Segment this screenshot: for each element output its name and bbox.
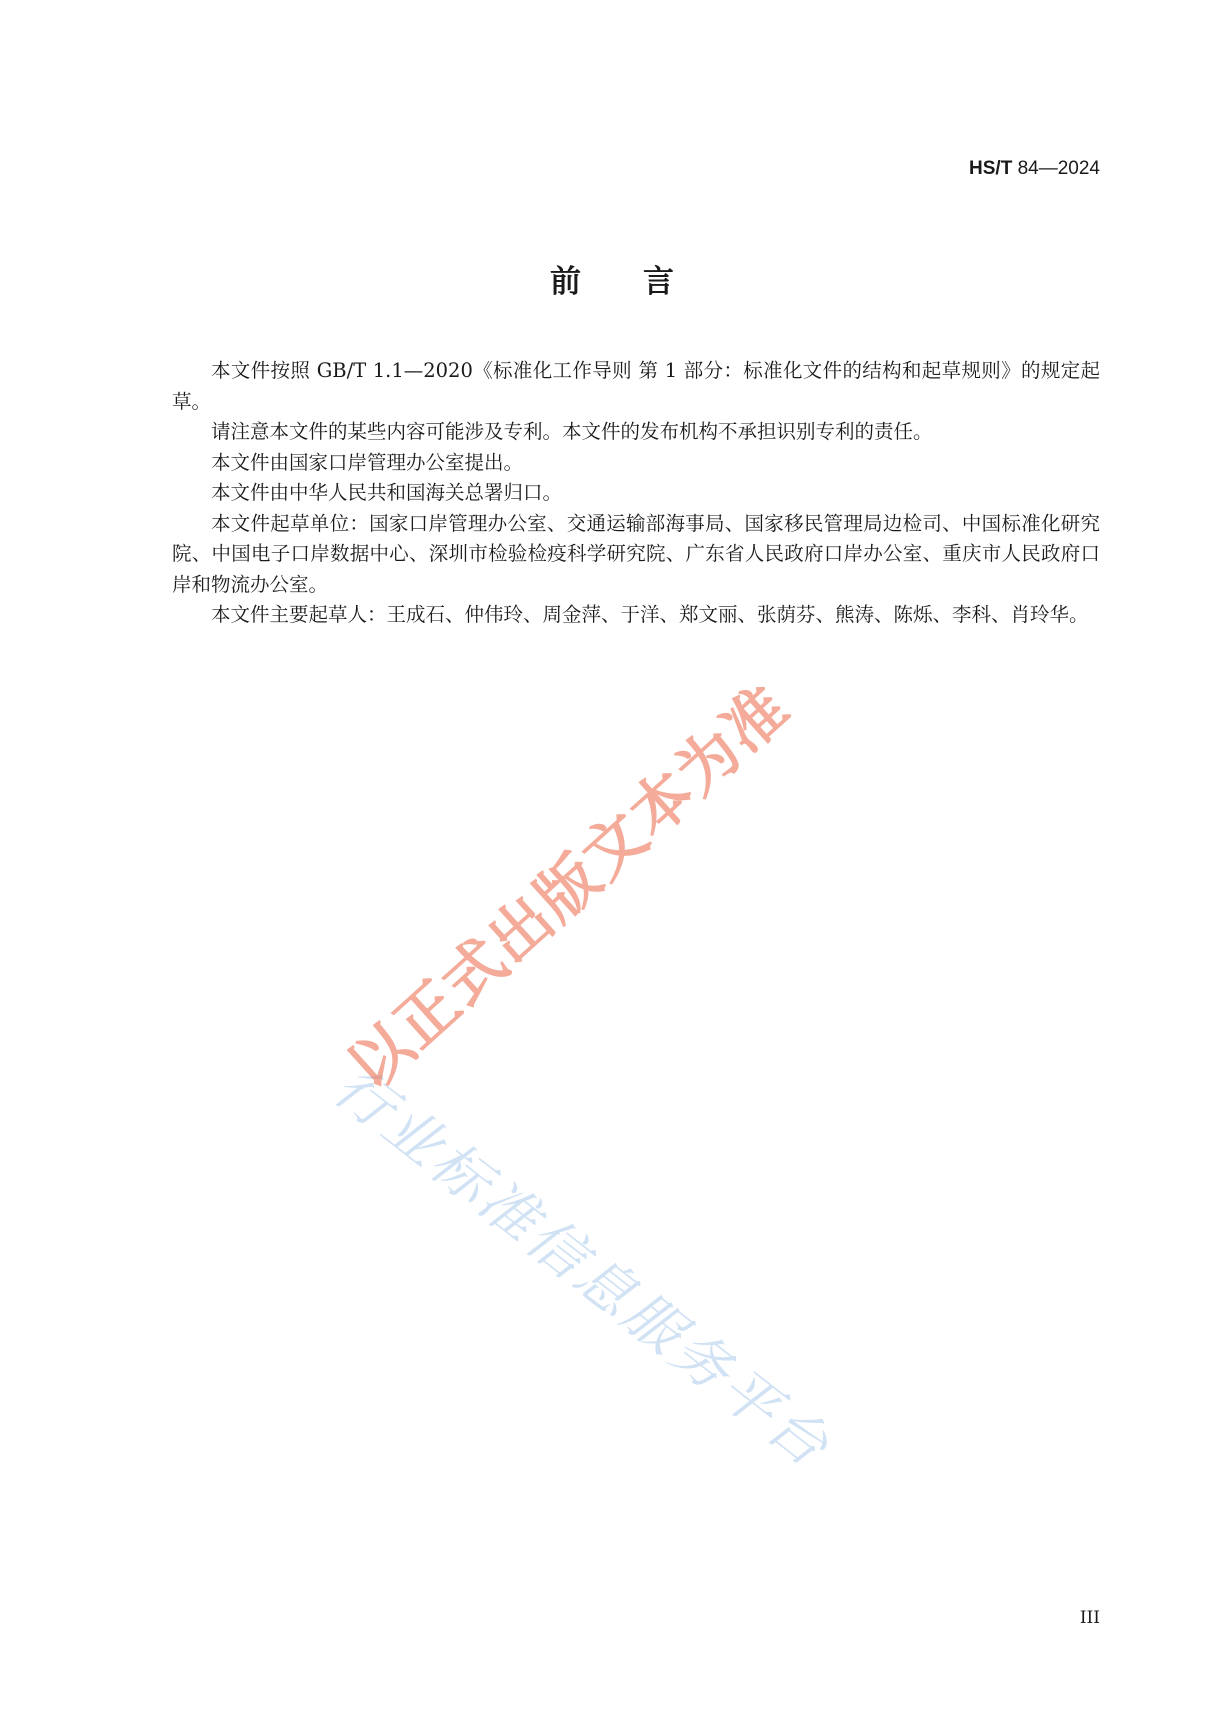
page-number: III bbox=[1079, 1608, 1100, 1628]
page-title: 前言 bbox=[550, 264, 736, 300]
watermark-platform: 行业标准信息服务平台 bbox=[321, 1053, 843, 1482]
standard-code-prefix: HS/T bbox=[969, 158, 1013, 179]
paragraph-drafting-units: 本文件起草单位：国家口岸管理办公室、交通运输部海事局、国家移民管理局边检司、中国标准化研究院、中国电子口岸数据中心、深圳市检验检疫科学研究院、广东省人民政府口岸办公室、重庆市人民政府口岸和物流办公室。 bbox=[172, 511, 1100, 596]
paragraph-proposer: 本文件由国家口岸管理办公室提出。 bbox=[211, 450, 524, 474]
paragraph-patent-notice: 请注意本文件的某些内容可能涉及专利。本文件的发布机构不承担识别专利的责任。 bbox=[211, 420, 933, 443]
watermark-official-text: 以正式出版文本为准 bbox=[334, 671, 804, 1104]
paragraph-drafters: 本文件主要起草人：王成石、仲伟玲、周金萍、于洋、郑文丽、张荫芬、熊涛、陈烁、李科、肖玲华。 bbox=[211, 603, 1089, 626]
standard-code bbox=[969, 158, 1100, 180]
paragraph-drafting-basis: 本文件按照 GB/T 1.1—2020《标准化工作导则 第 1 部分：标准化文件的结构和起草规则》的规定起草。 bbox=[172, 359, 1100, 413]
foreword-body bbox=[172, 356, 1100, 631]
standard-code-number: 84—2024 bbox=[1012, 158, 1100, 179]
paragraph-administrator: 本文件由中华人民共和国海关总署归口。 bbox=[211, 481, 563, 504]
